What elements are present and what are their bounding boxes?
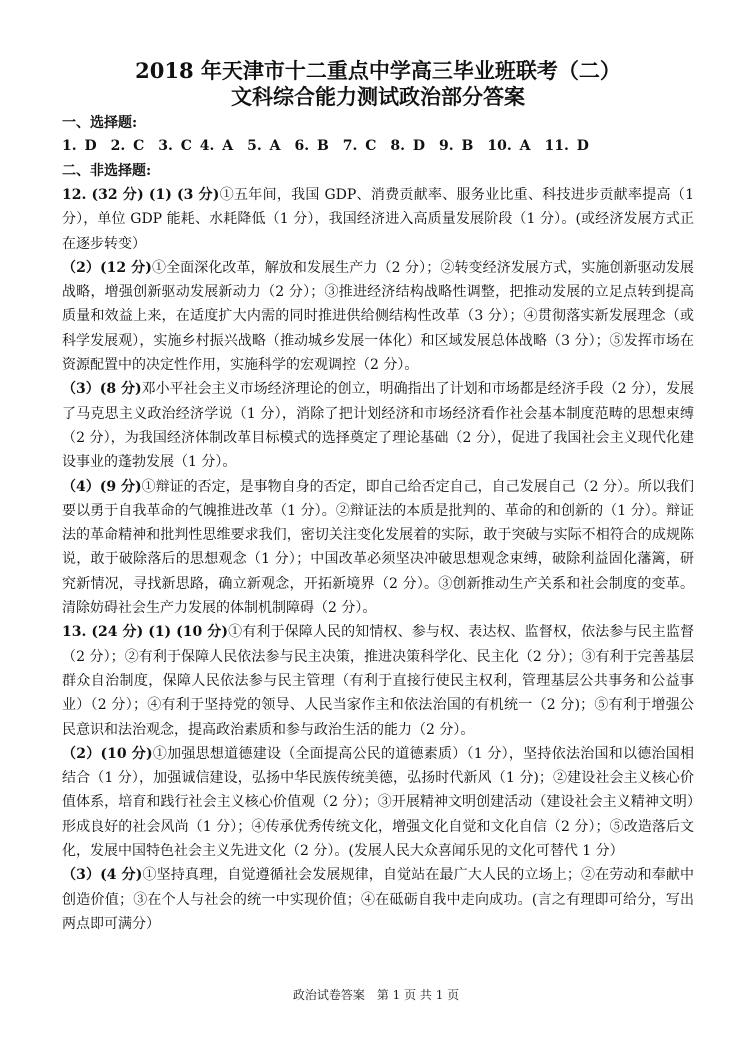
answer-text: ①五年间，我国 GDP、消费贡献率、服务业比重、科技进步贡献率提高（1 分），单位 GDP 能耗、水耗降低（1 分），我国经济进入高质量发展阶段（1 分）。(或经济发展方式正在逐步转变） [62,187,695,252]
answer-12-2 [62,256,694,377]
answer-text: ①加强思想道德建设（全面提高公民的道德素质）（1 分），坚持依法治国和以德治国相结合（1 分），加强诚信建设，弘扬中华民族传统美德，弘扬时代新风（1 分)；②建设社会主义核心价值体系，培育和践行社会主义核心价值观（2 分）；③开展精神文明创建活动（建设社会主义精神文明）形成良好的社会风尚（1 分）；④传承优秀传统文化，增强文化自觉和文化自信（2 分）；⑤改造落后文化，发展中国特色社会主义先进文化（2 分）。(发展人民大众喜闻乐见的文化可替代 1 分） [62,745,694,860]
answer-13-1 [62,620,694,741]
question-label: （3）(4 分) [62,867,143,884]
answer-12-3 [62,377,694,474]
section-heading-nonchoice: 二、非选择题: [62,163,152,179]
document-title-line2: 文科综合能力测试政治部分答案 [231,84,525,109]
question-label: （2）(10 分) [62,745,153,762]
answer-13-2 [62,742,694,863]
answer-document [62,58,694,936]
answer-text: ①全面深化改革，解放和发展生产力（2 分）；②转变经济发展方式，实施创新驱动发展战略，增强创新驱动发展新动力（2 分）；③推进经济结构战略性调整，把推动发展的立足点转到提高质量和效益上来，在适度扩大内需的同时推进供给侧结构性改革（3 分）；④贯彻落实新发展理念（或科学发展观），实施乡村振兴战略（推动城乡发展一体化）和区域发展总体战略（3 分）；⑤发挥市场在资源配置中的决定性作用，实施科学的宏观调控（2 分）。 [62,259,694,374]
question-label: （2）(12 分) [62,259,152,276]
question-label: 12. (32 分) (1) (3 分) [62,187,220,203]
page-footer: 政治试卷答案 第 1 页 共 1 页 [292,988,460,1002]
answer-12-1 [62,183,694,256]
document-title-line1: 2018 年天津市十二重点中学高三毕业班联考（二） [135,58,621,83]
answer-text: ①坚持真理，自觉遵循社会发展规律，自觉站在最广大人民的立场上；②在劳动和奉献中创造价值；③在个人与社会的统一中实现价值；④在砥砺自我中走向成功。(言之有理即可给分，写出两点即可满分） [62,867,695,932]
answer-12-4 [62,475,694,621]
answer-text: ①辩证的否定，是事物自身的否定，即自己给否定自己，自己发展自己（2 分）。所以我们要以勇于自我革命的气魄推进改革（1 分）。②辩证法的本质是批判的、革命的和创新的（1 分）。辩证法的革命精神和批判性思维要求我们，密切关注变化发展着的实际，敢于突破与实际不相符合的成规陈说，敢于破除落后的思想观念（1 分）；中国改革必须坚决冲破思想观念束缚，破除利益固化藩篱，研究新情况，寻找新思路，确立新观念，开拓新境界（2 分）。③创新推动生产关系和社会制度的变革。清除妨碍社会生产力发展的体制机制障碍（2 分）。 [62,478,694,617]
answer-13-3 [62,863,694,936]
answer-text: ①有利于保障人民的知情权、参与权、表达权、监督权，依法参与民主监督（2 分）；②有利于保障人民依法参与民主决策，推进决策科学化、民主化（2 分）；③有利于完善基层群众自治制度，保障人民依法参与民主管理（有利于直接行使民主权利，管理基层公共事务和公益事业）（2 分）；④有利于坚持党的领导、人民当家作主和依法治国的有机统一（2 分)；⑤有利于增强公民意识和法治观念，提高政治素质和参与政治生活的能力（2 分）。 [62,624,694,738]
section-heading-choice: 一、选择题: [62,115,138,131]
choice-answers: 1. D 2. C 3. C 4. A 5. A 6. B 7. C 8. D 9. B 10. A 11. D [62,138,589,154]
question-label: （4）(9 分) [62,478,142,495]
answer-text: 邓小平社会主义市场经济理论的创立，明确指出了计划和市场都是经济手段（2 分），发展了马克思主义政治经济学说（1 分），消除了把计划经济和市场经济看作社会基本制度范畴的思想束缚（2 分），为我国经济体制改革目标模式的选择奠定了理论基础（2 分），促进了我国社会主义现代化建设事业的蓬勃发展（1 分）。 [62,381,694,471]
question-label: （3）(8 分) [62,381,142,398]
question-label: 13. (24 分) (1) (10 分) [62,624,229,641]
